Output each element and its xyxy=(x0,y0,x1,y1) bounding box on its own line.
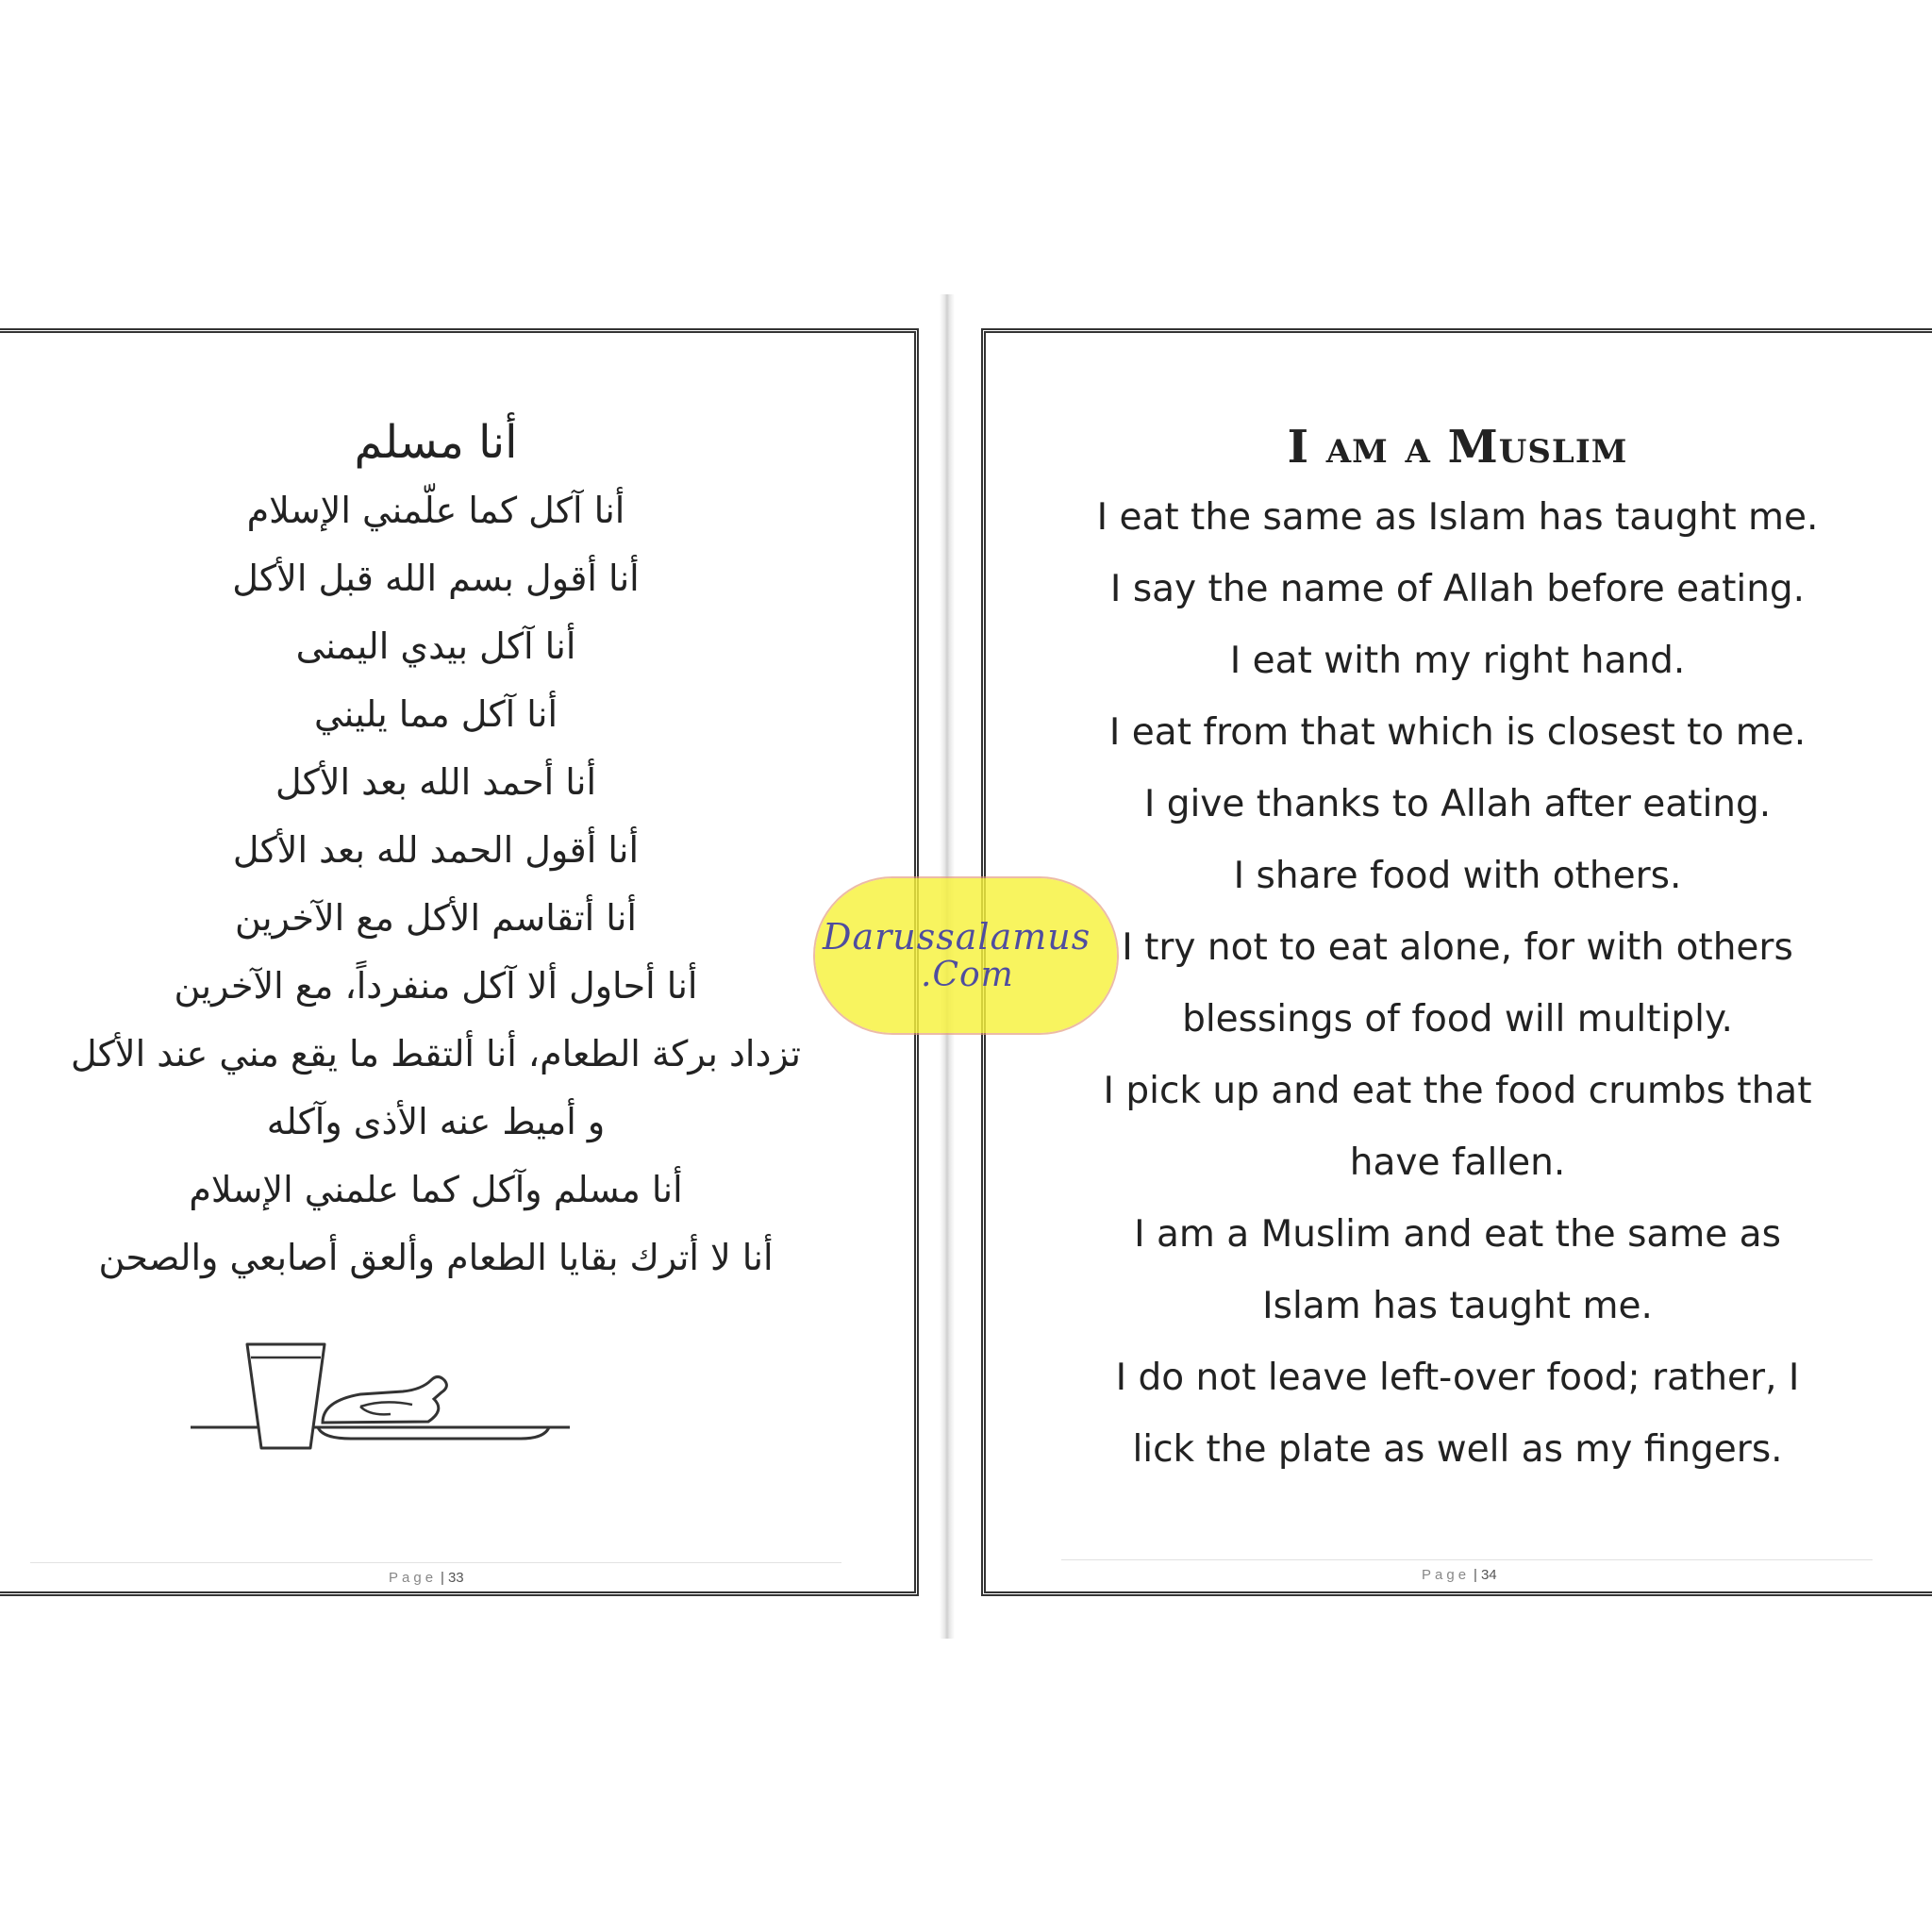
english-line: I do not leave left-over food; rather, I xyxy=(1115,1357,1800,1399)
page-number: 33 xyxy=(447,1570,464,1586)
watermark-badge xyxy=(815,878,1117,1033)
english-text-block xyxy=(986,414,1929,1486)
english-line: I say the name of Allah before eating. xyxy=(1109,568,1806,610)
arabic-text-block xyxy=(21,408,851,1291)
arabic-title: أنا مسلم xyxy=(354,416,518,469)
footer-page-word: Page xyxy=(1422,1567,1471,1583)
english-line: I eat from that which is closest to me. xyxy=(1108,711,1807,754)
footer-rule xyxy=(30,1562,841,1563)
arabic-line: أنا أتقاسم الأكل مع الآخرين xyxy=(235,897,637,939)
arabic-line: أنا أحمد الله بعد الأكل xyxy=(275,761,597,803)
cup-and-roast-chicken-icon xyxy=(181,1333,577,1460)
arabic-line: و أميط عنه الأذى وآكله xyxy=(266,1101,606,1142)
footer-separator: | xyxy=(441,1570,444,1586)
english-line: I eat the same as Islam has taught me. xyxy=(1096,496,1819,539)
english-line: I share food with others. xyxy=(1233,855,1682,897)
arabic-line: أنا أحاول ألا آكل منفرداً، مع الآخرين xyxy=(174,965,698,1007)
arabic-line: أنا آكل بيدي اليمنى xyxy=(295,625,576,667)
footer-page-word: Page xyxy=(389,1570,438,1586)
footer-separator: | xyxy=(1474,1567,1477,1583)
page-number-footer xyxy=(389,1570,464,1586)
english-line: I pick up and eat the food crumbs that xyxy=(1103,1070,1812,1112)
arabic-line: أنا أقول الحمد لله بعد الأكل xyxy=(232,829,640,871)
footer-rule xyxy=(1061,1559,1873,1560)
arabic-line: أنا لا أترك بقايا الطعام وألعق أصابعي والصحن xyxy=(98,1237,774,1278)
arabic-line: أنا أقول بسم الله قبل الأكل xyxy=(232,558,640,599)
english-line: lick the plate as well as my fingers. xyxy=(1132,1428,1783,1471)
english-line: I try not to eat alone, for with others xyxy=(1122,926,1793,969)
arabic-line: أنا آكل كما علّمني الإسلام xyxy=(246,490,625,531)
english-line: I am a Muslim and eat the same as xyxy=(1134,1213,1781,1256)
english-line: blessings of food will multiply. xyxy=(1182,998,1733,1041)
right-page xyxy=(981,328,1932,1596)
page-number-footer xyxy=(1422,1567,1497,1583)
page-number: 34 xyxy=(1480,1567,1497,1583)
english-line: Islam has taught me. xyxy=(1262,1285,1653,1327)
english-line: I give thanks to Allah after eating. xyxy=(1143,783,1772,825)
english-title: I am a Muslim xyxy=(1287,421,1628,474)
arabic-line: تزداد بركة الطعام، أنا ألتقط ما يقع مني عند الأكل xyxy=(71,1033,801,1074)
arabic-line: أنا آكل مما يليني xyxy=(313,693,558,735)
watermark-text: Darussalamus xyxy=(823,916,1091,958)
arabic-line: أنا مسلم وآكل كما علمني الإسلام xyxy=(189,1169,683,1210)
left-page xyxy=(0,328,919,1596)
english-line: I eat with my right hand. xyxy=(1229,640,1686,682)
watermark-text: .Com xyxy=(921,956,1014,994)
english-line: have fallen. xyxy=(1349,1141,1566,1184)
